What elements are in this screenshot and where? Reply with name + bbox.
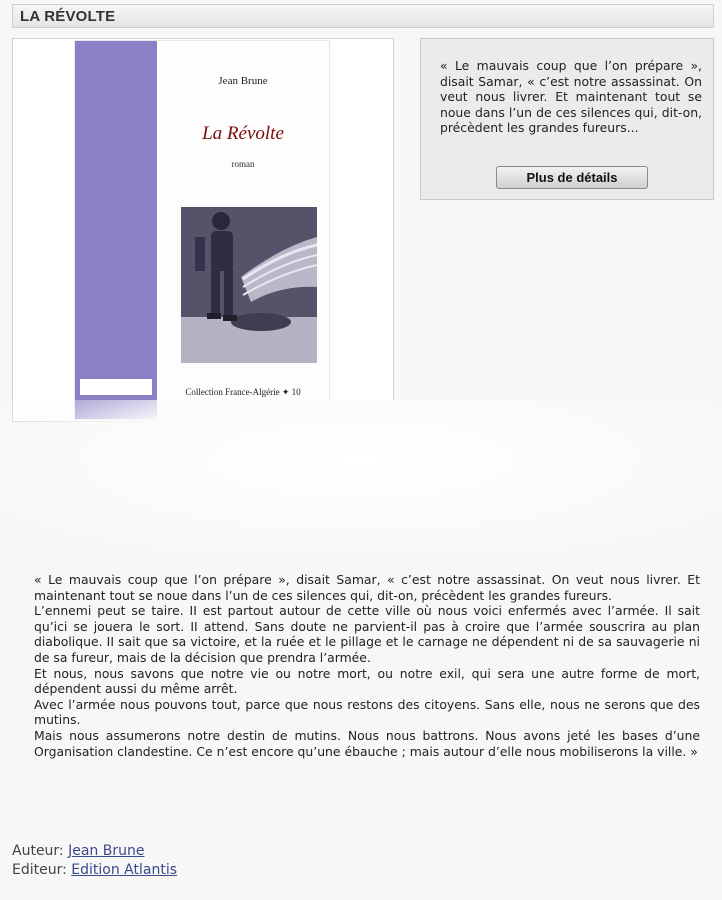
book-description [34,572,700,759]
description-paragraph: « Le mauvais coup que l’on prépare », disait Samar, « c’est notre assassinat. On veut nous livrer. Et maintenant tout se noue dans l’un de ces silences qui, dit-on, précèdent les grandes fureurs. [34,572,700,603]
book-cover [75,41,329,419]
soldier-photo-illustration [181,207,317,363]
cover-spine-band [75,41,157,419]
cover-title: La Révolte [202,123,284,144]
cover-genre: roman [231,159,255,169]
publisher-logo [80,379,152,395]
details-button[interactable]: Plus de détails [496,166,648,189]
cover-photo [181,207,317,363]
summary-excerpt: « Le mauvais coup que l’on prépare », disait Samar, « c’est notre assassinat. On veut nous livrer. Et maintenant tout se noue dans l’un de ces silences qui, dit-on, précèdent les grandes fureurs... [440,58,702,136]
publisher-row [12,861,177,880]
blank-area [0,400,722,550]
author-row [12,842,177,861]
summary-box [420,38,714,200]
book-cover-frame [12,38,394,422]
page-title: LA RÉVOLTE [20,8,116,25]
publisher-link[interactable]: Edition Atlantis [71,862,178,878]
page-title-bar [12,4,714,28]
author-label: Auteur: [12,843,64,859]
publisher-label: Editeur: [12,862,67,878]
description-paragraph: Et nous, nous savons que notre vie ou notre mort, ou notre exil, qui sera une autre forme de mort, dépendent aussi du même arrêt. [34,665,700,697]
description-paragraph: L’ennemi peut se taire. II est partout autour de cette ville où nous voici enfermés avec l’armée. Il sait qu’ici se jouera le sort. II attend. Sans doute ne parvient-il pas à croire que l’armée souscrira au plan diabolique. II sait que sa victoire, et la ruée et le pillage et le carnage ne dépendent ni de sa sauvagerie ni de sa fureur, mais de la décision que prendra l’armée. [34,603,700,665]
book-meta [12,842,177,880]
cover-collection: Collection France-Algérie ✦ 10 [185,387,301,397]
description-paragraph: Mais nous assumerons notre destin de mutins. Nous nous battrons. Nous avons jeté les bases d’une Organisation clandestine. Ce n’est encore qu’une ébauche ; mais autour d’elle nous mobiliserons la ville. » [34,727,700,759]
cover-author: Jean Brune [218,75,268,87]
author-link[interactable]: Jean Brune [68,843,145,859]
description-paragraph: Avec l’armée nous pouvons tout, parce que nous restons des citoyens. Sans elle, nous ne serons que des mutins. [34,696,700,728]
